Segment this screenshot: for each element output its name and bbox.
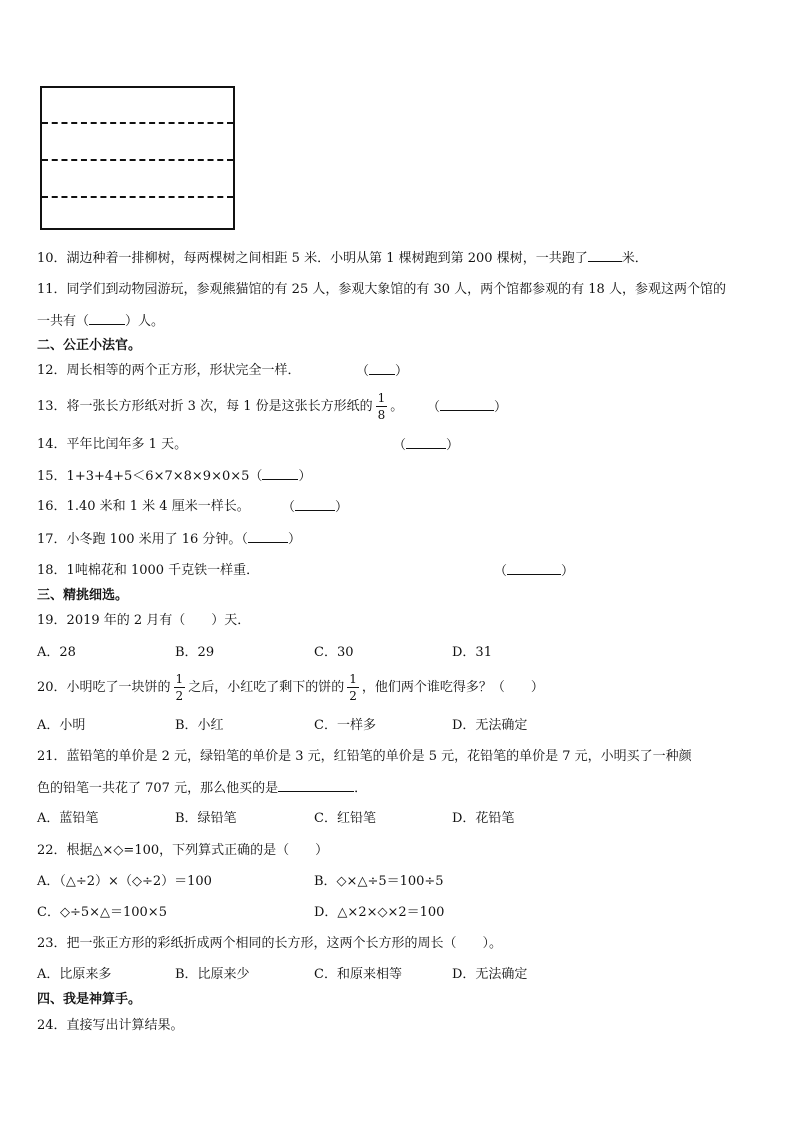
q17-paren-close: ） [287,532,301,547]
q15-paren-close: ） [298,469,312,484]
question-20 [37,671,544,705]
q16-paren-open: （ [282,500,296,515]
q13-fraction [376,392,388,421]
question-16: 16．1.40 米和 1 米 4 厘米一样长。 [37,499,250,514]
q21-option-d[interactable]: D．花铅笔 [452,811,515,826]
q17-answer-blank[interactable] [248,530,288,543]
q23-option-d[interactable]: D．无法确定 [452,967,528,982]
q23-option-c[interactable]: C．和原来相等 [314,967,402,982]
question-23: 23．把一张正方形的彩纸折成两个相同的长方形，这两个长方形的周长（ ）。 [37,936,503,951]
question-24: 24．直接写出计算结果。 [37,1018,184,1033]
q18-answer[interactable] [494,562,574,581]
q14-paren-close: ） [446,438,460,453]
q13-answer-blank[interactable] [440,398,494,411]
q13-answer[interactable] [427,398,507,417]
q20-fraction-2 [347,673,359,702]
q14-answer-blank[interactable] [406,436,446,449]
q20-frac1-den: 2 [175,689,184,703]
question-11-line1: 11．同学们到动物园游玩，参观熊猫馆的有 25 人，参观大象馆的有 30 人，两个馆都参观的有 18 人，参观这两个馆的 [37,282,726,297]
question-11-line2 [37,312,164,331]
q22-option-a[interactable]: A．（△÷2）×（◇÷2）＝100 [37,874,212,889]
question-19: 19．2019 年的 2 月有（ ）天． [37,613,251,628]
q20-option-c[interactable]: C．一样多 [314,718,376,733]
q13-period: 。 [390,399,404,414]
section-2-heading: 二、公正小法官。 [37,338,142,353]
q21-option-a[interactable]: A．蓝铅笔 [37,811,99,826]
q20-option-a[interactable]: A．小明 [37,718,86,733]
question-15 [37,467,311,486]
q20-option-d[interactable]: D．无法确定 [452,718,528,733]
question-13 [37,390,403,424]
section-4-heading: 四、我是神算手。 [37,992,142,1007]
q19-option-a[interactable]: A．28 [37,645,76,660]
q11-text-a: 一共有（ [37,314,90,329]
q21-text-b: ． [354,781,368,796]
q20-fraction-1 [174,673,186,702]
q17-text: 17．小冬跑 100 米用了 16 分钟。（ [37,532,248,547]
question-17 [37,530,301,549]
q21-answer-blank[interactable] [278,779,354,792]
q12-answer[interactable] [356,362,408,381]
q23-option-b[interactable]: B．比原来少 [175,967,250,982]
question-12: 12．周长相等的两个正方形，形状完全一样． [37,363,301,378]
q18-answer-blank[interactable] [507,562,561,575]
fold-line-2 [42,159,233,161]
q20-frac2-num: 1 [349,672,357,686]
q19-option-d[interactable]: D．31 [452,645,492,660]
q21-option-c[interactable]: C．红铅笔 [314,811,376,826]
question-21-line1: 21．蓝铅笔的单价是 2 元，绿铅笔的单价是 3 元，红铅笔的单价是 5 元，花铅笔的单价是 7 元，小明买了一种颜 [37,749,692,764]
q20-frac1-num: 1 [175,672,184,686]
q14-paren-open: （ [393,438,407,453]
fold-line-1 [42,122,233,124]
question-10 [37,249,648,268]
q11-text-b: ）人。 [125,314,165,329]
q21-option-b[interactable]: B．绿铅笔 [175,811,237,826]
q20-frac2-den: 2 [349,689,357,703]
q14-answer[interactable] [393,436,459,455]
q16-answer-blank[interactable] [295,498,335,511]
q15-answer-blank[interactable] [262,467,298,480]
fold-line-3 [42,196,233,198]
q18-paren-open: （ [494,564,508,579]
q13-text: 13．将一张长方形纸对折 3 次，每 1 份是这张长方形纸的 [37,399,373,414]
q23-option-a[interactable]: A．比原来多 [37,967,112,982]
q16-answer[interactable] [282,498,348,517]
question-21-line2 [37,779,367,798]
question-22: 22．根据△×◇=100，下列算式正确的是（ ） [37,843,329,858]
q16-paren-close: ） [335,500,349,515]
q12-paren-open: （ [356,364,370,379]
q20-text-b: 之后，小红吃了剩下的饼的 [188,680,345,695]
q22-option-b[interactable]: B．◇×△÷5＝100÷5 [314,874,444,889]
q19-option-b[interactable]: B．29 [175,645,215,660]
folded-paper-figure [40,86,235,230]
q13-paren-close: ） [494,400,508,415]
q12-paren-close: ） [395,364,409,379]
q13-frac-den: 8 [377,408,386,422]
q13-frac-num: 1 [377,391,386,405]
q10-unit: 米． [621,251,648,266]
q20-option-b[interactable]: B．小红 [175,718,224,733]
q22-option-d[interactable]: D．△×2×◇×2＝100 [314,905,445,920]
q15-text: 15．1+3+4+5＜6×7×8×9×0×5（ [37,469,263,484]
q10-text: 10．湖边种着一排柳树，每两棵树之间相距 5 米．小明从第 1 棵树跑到第 200 棵树，一共跑了 [37,251,588,266]
q18-paren-close: ） [561,564,575,579]
section-3-heading: 三、精挑细选。 [37,588,129,603]
q11-answer-blank[interactable] [89,312,125,325]
q20-text-c: ，他们两个谁吃得多？（ ） [361,680,544,695]
q13-paren-open: （ [427,400,441,415]
q10-answer-blank[interactable] [588,249,622,262]
question-18: 18．1吨棉花和 1000 千克铁一样重． [37,563,260,578]
q21-text-a: 色的铅笔一共花了 707 元，那么他买的是 [37,781,279,796]
question-14: 14．平年比闰年多 1 天。 [37,437,188,452]
q20-text-a: 20．小明吃了一块饼的 [37,680,171,695]
q12-answer-blank[interactable] [369,362,395,375]
q22-option-c[interactable]: C．◇÷5×△＝100×5 [37,905,167,920]
q19-option-c[interactable]: C．30 [314,645,354,660]
